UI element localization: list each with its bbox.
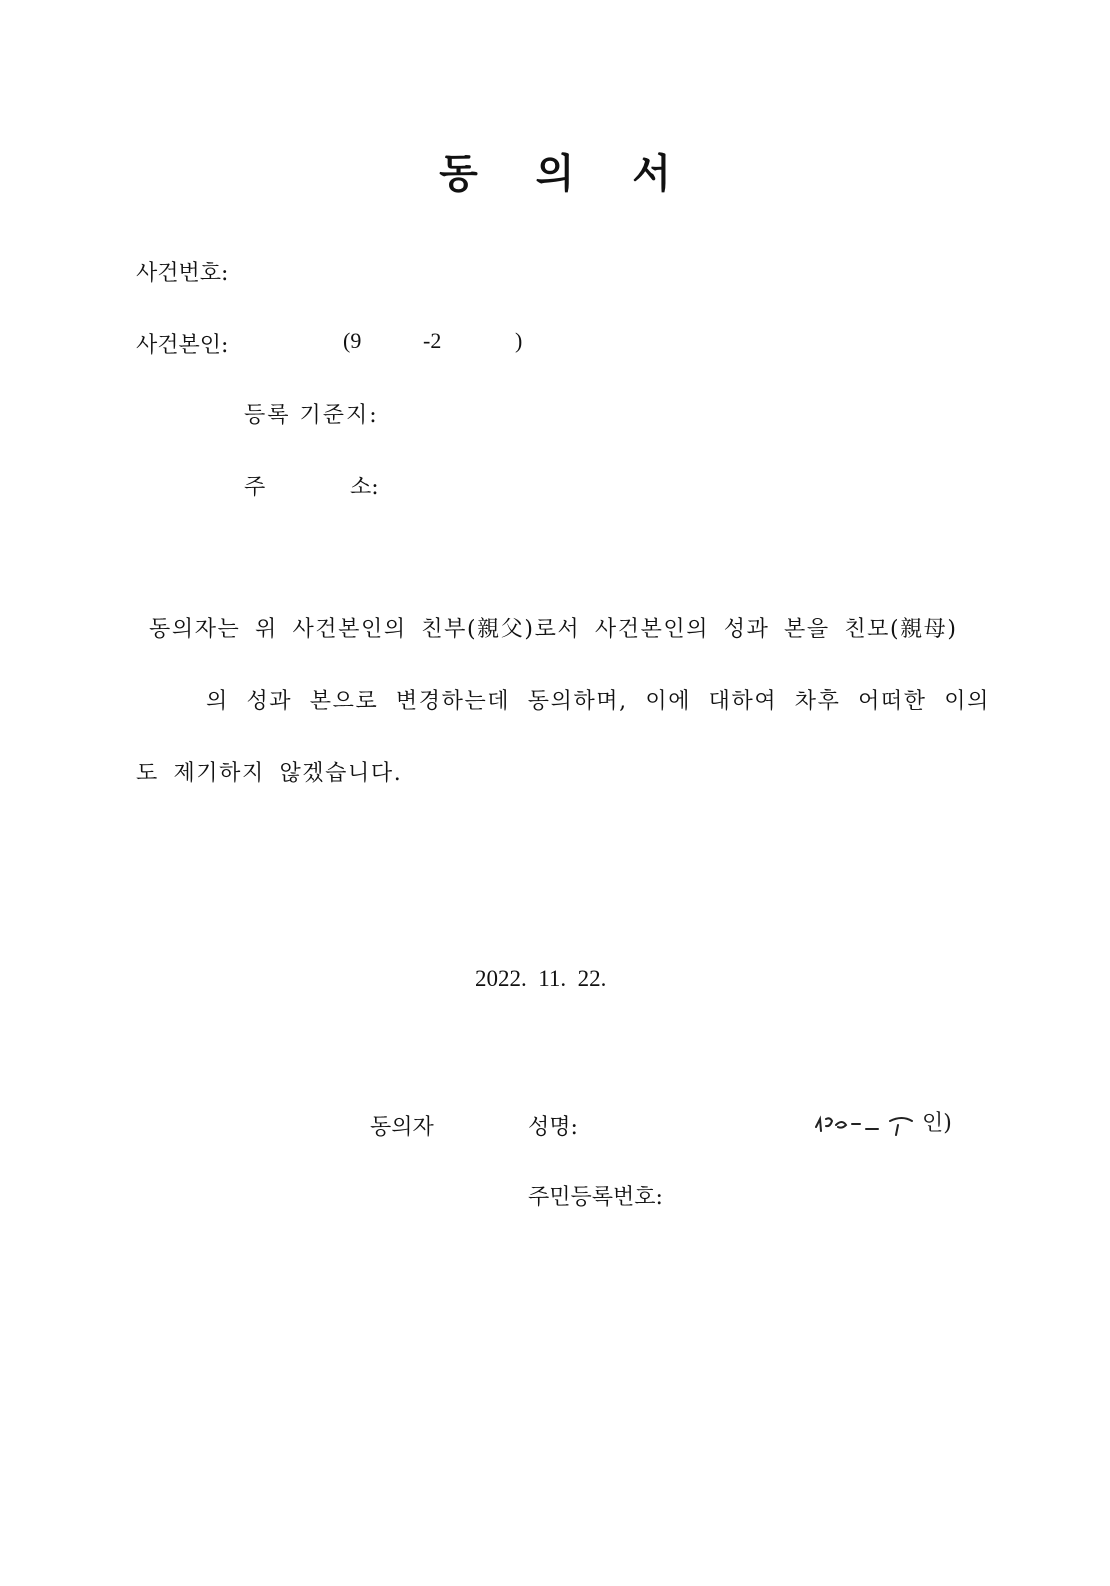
subject-label: 사건본인: — [136, 333, 229, 358]
body-line-3: 도 제기하지 않겠습니다. — [136, 761, 403, 786]
subject-id-open: (9 — [343, 328, 362, 353]
signer-name-label: 성명: — [528, 1115, 578, 1140]
body-line-2: 의 성과 본으로 변경하는데 동의하며, 이에 대하여 차후 어떠한 이의 — [206, 689, 990, 714]
document-date: 2022. 11. 22. — [475, 966, 607, 991]
signature-seal — [812, 1106, 952, 1137]
subject-id-mid: -2 — [423, 328, 442, 353]
resident-number-label: 주민등록번호: — [528, 1185, 663, 1210]
address-label-second: 소: — [350, 475, 379, 500]
case-number-label: 사건번호: — [136, 261, 229, 286]
body-line-1: 동의자는 위 사건본인의 친부(親父)로서 사건본인의 성과 본을 친모(親母) — [149, 617, 958, 642]
seal-text: 인) — [922, 1111, 952, 1136]
document-title: 동 의 서 — [439, 151, 693, 197]
signature-scribble — [812, 1111, 922, 1137]
subject-id-close: ) — [515, 328, 523, 353]
signer-role: 동의자 — [370, 1115, 434, 1140]
address-label-first: 주 — [244, 475, 266, 500]
registry-label: 등록 기준지: — [244, 403, 379, 428]
